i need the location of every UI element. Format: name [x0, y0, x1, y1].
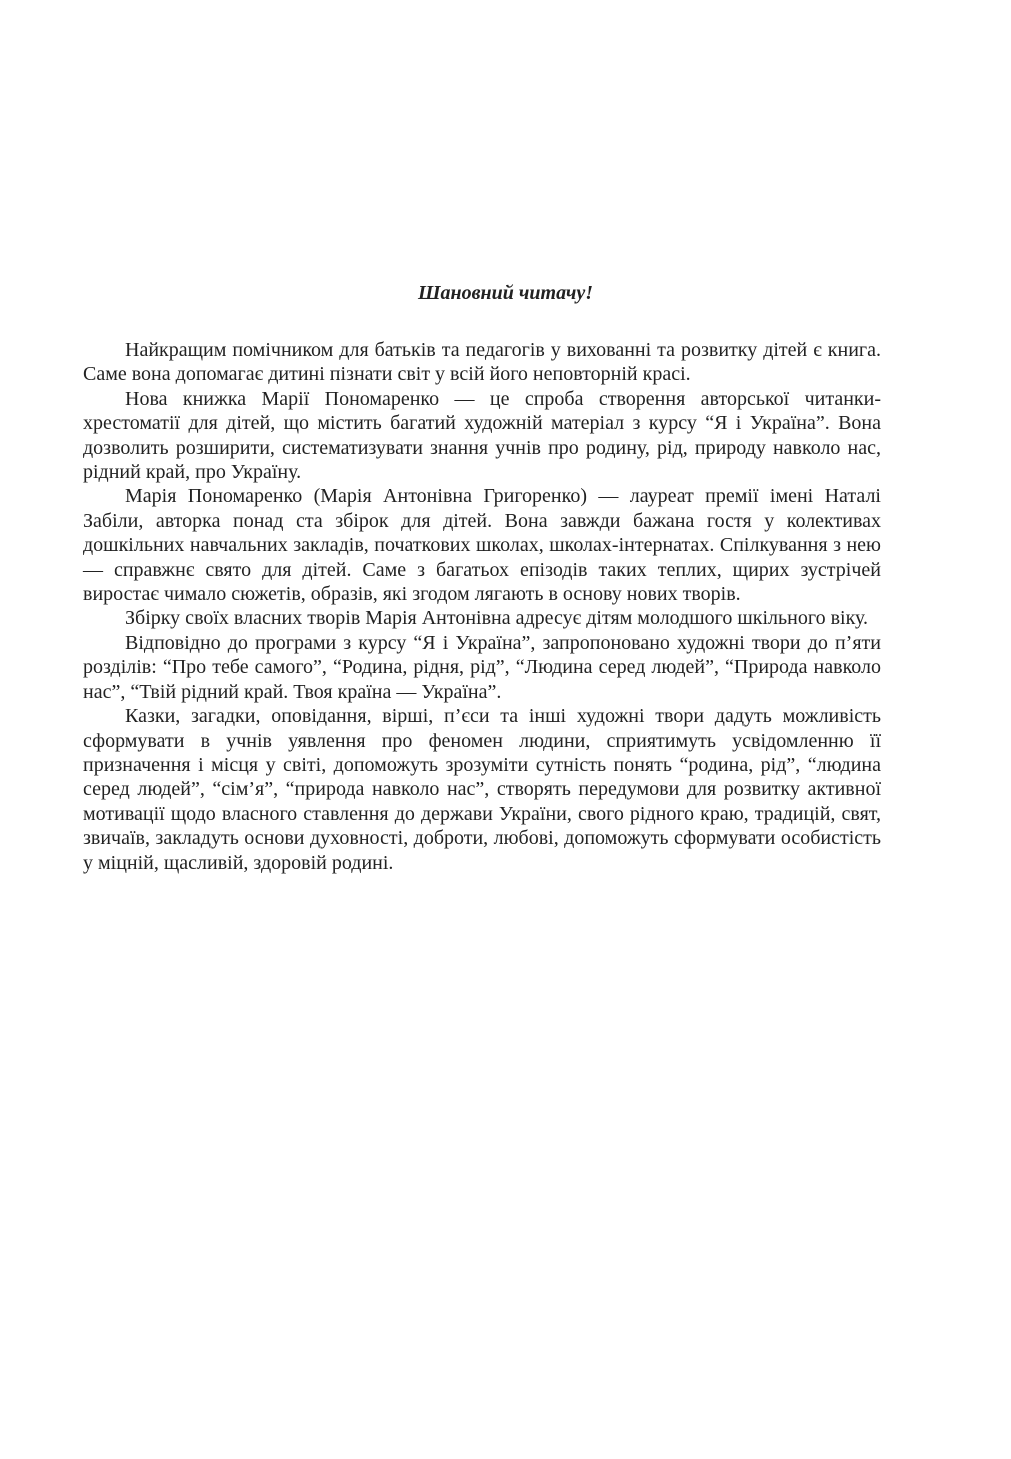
paragraph-new-book: Нова книжка Марії Пономаренко — це спроба створення авторської читанки-хрестоматії для дітей, що містить багатий художній матеріал з курсу “Я і Україна”. Вона дозволить розширити, систематизувати знання учнів про родину, рід, природу навколо нас, рідний край, про Україну. — [83, 387, 881, 484]
paragraph-intro: Найкращим помічником для батьків та педагогів у вихованні та розвитку дітей є книга. Саме вона допомагає дитині пізнати світ у всій його неповторній красі. — [83, 339, 881, 386]
paragraph-program: Відповідно до програми з курсу “Я і Україна”, запропоновано художні твори до п’яти розділів: “Про тебе самого”, “Родина, рідня, рід”, “Людина серед людей”, “Природа навколо нас”, “Твій рідний край. Твоя країна — Україна”. — [83, 631, 881, 703]
document-body — [83, 338, 881, 875]
page-title: Шановний читачу! — [418, 282, 593, 304]
paragraph-audience: Збірку своїх власних творів Марія Антонівна адресує дітям молодшого шкільного віку. — [125, 607, 868, 630]
paragraph-genres: Казки, загадки, оповідання, вірші, п’єси та інші художні твори дадуть можливість сформувати в учнів уявлення про феномен людини, сприятимуть усвідомленню її призначення і місця у світі, допоможуть зрозуміти сутність понять “родина, рід”, “людина серед людей”, “сім’я”, “природа навколо нас”, створять передумови для розвитку активної мотивації щодо власного ставлення до держави України, свого рідного краю, традицій, свят, звичаїв, закладуть основи духовності, доброти, любові, допоможуть сформувати особистість у міцній, щасливій, здоровій родині. — [83, 705, 881, 874]
paragraph-author: Марія Пономаренко (Марія Антонівна Григоренко) — лауреат премії імені Наталі Забіли, авторка понад ста збірок для дітей. Вона завжди бажана гостя у колективах дошкільних навчальних закладів, початкових школах, школах-інтернатах. Спілкування з нею — справжнє свято для дітей. Саме з багатьох епізодів таких теплих, щирих зустрічей виростає чимало сюжетів, образів, які згодом лягають в основу нових творів. — [83, 485, 881, 606]
